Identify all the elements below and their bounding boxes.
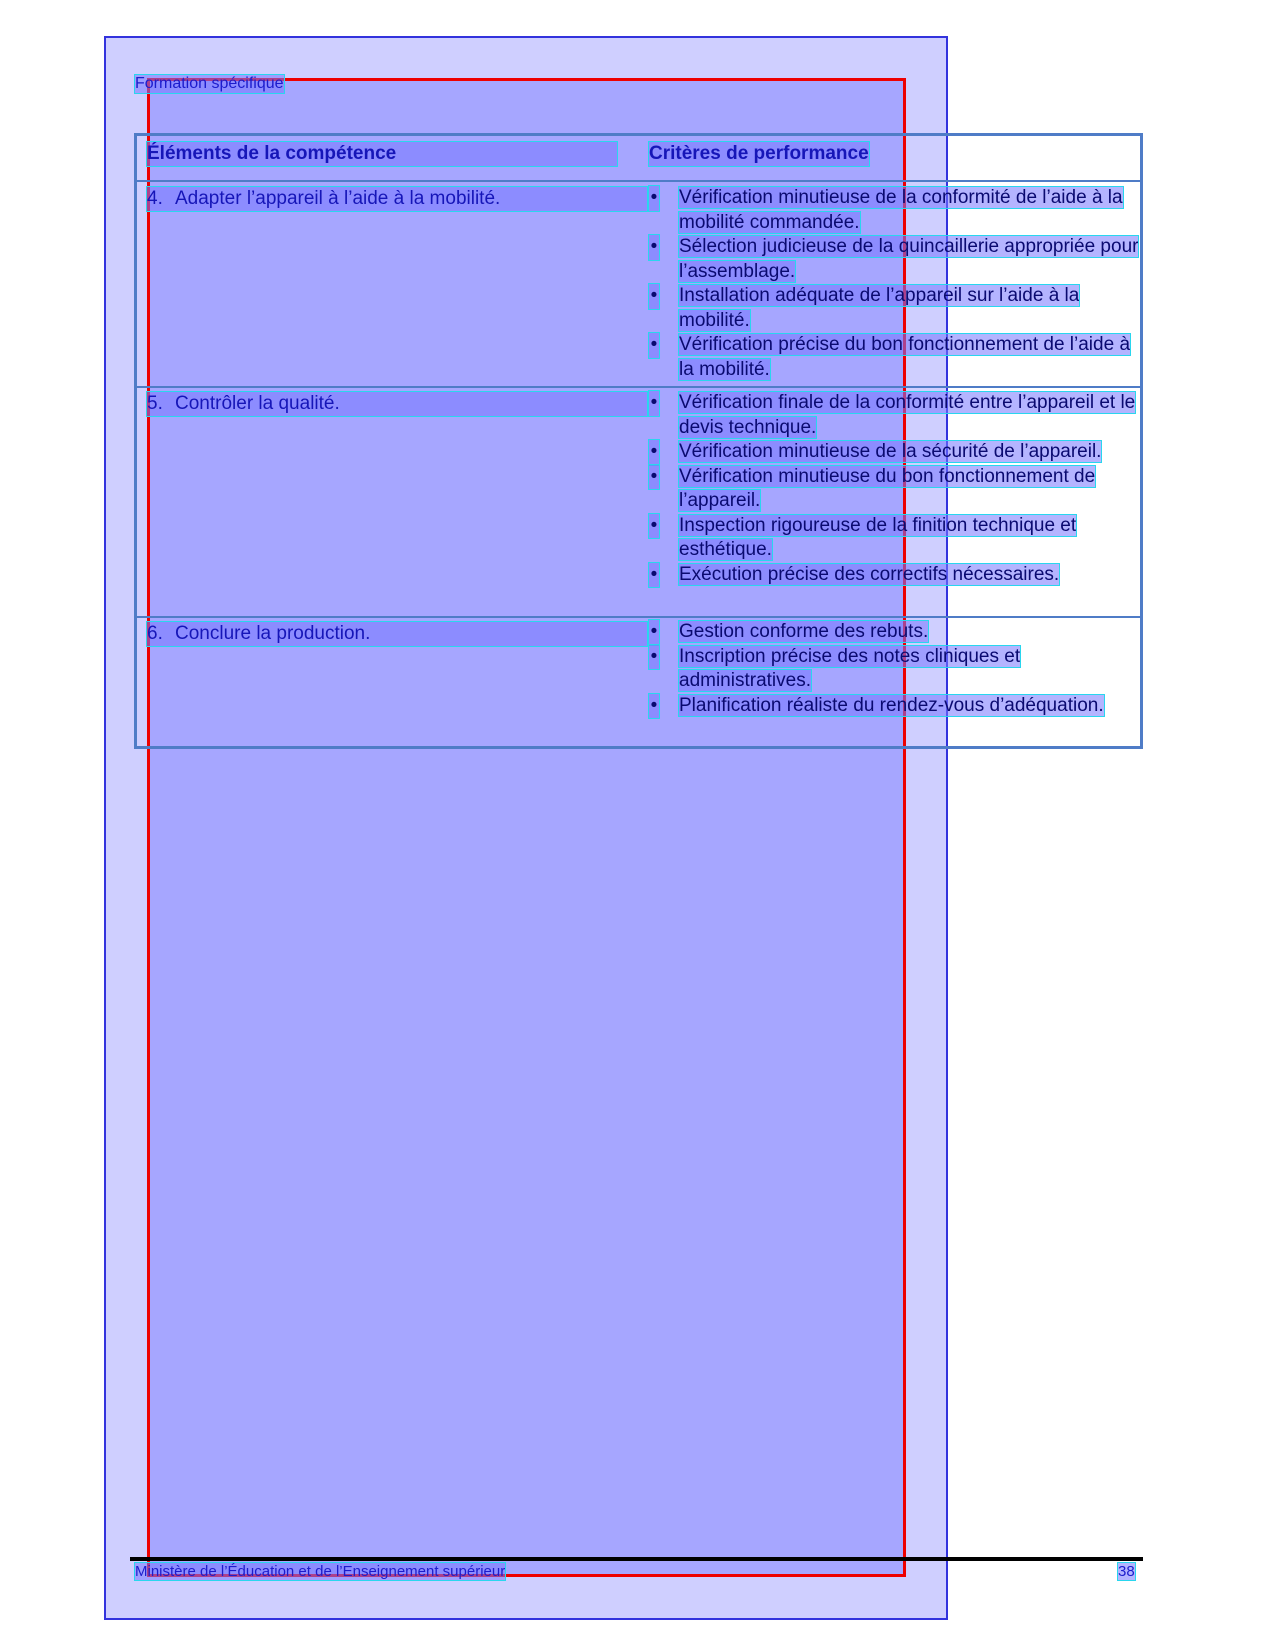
bullet-icon: • xyxy=(649,284,659,309)
criterion-item: • Inscription précise des notes cliniques et administratives. xyxy=(650,645,1021,691)
bullet-icon: • xyxy=(649,440,659,465)
criterion-item: • Sélection judicieuse de la quincaillerie appropriée pour l’assemblage. xyxy=(650,236,1139,282)
bullet-icon: • xyxy=(649,563,659,588)
element-text: Contrôler la qualité. xyxy=(175,393,340,414)
bullet-icon: • xyxy=(649,694,659,719)
criterion-item: • Inspection rigoureuse de la finition technique et esthétique. xyxy=(650,514,1077,560)
running-header: Formation spécifique xyxy=(135,75,284,92)
bullet-icon: • xyxy=(649,391,659,416)
bullet-icon: • xyxy=(649,645,659,670)
criterion-item: • Vérification minutieuse de la sécurité de l’appareil. xyxy=(649,440,1139,465)
header-divider xyxy=(137,180,1140,182)
bullet-icon: • xyxy=(649,465,659,490)
bullet-icon: • xyxy=(649,333,659,358)
criterion-item: • Gestion conforme des rebuts. xyxy=(649,620,1139,645)
criterion-item: • Vérification précise du bon fonctionnement de l’aide à la mobilité. xyxy=(650,334,1131,380)
row-divider xyxy=(137,386,1140,388)
criterion-item: • Vérification finale de la conformité entre l’appareil et le devis technique. xyxy=(650,392,1136,438)
element-text: Conclure la production. xyxy=(175,623,371,644)
criterion-item: • Installation adéquate de l’appareil sur l’aide à la mobilité. xyxy=(650,285,1080,331)
criterion-item: • Planification réaliste du rendez-vous d’adéquation. xyxy=(649,694,1139,719)
criterion-item: • Exécution précise des correctifs nécessaires. xyxy=(649,563,1139,588)
page-number: 38 xyxy=(1118,1563,1135,1580)
element-number: 6. xyxy=(147,623,163,644)
bullet-icon: • xyxy=(649,186,659,211)
bullet-icon: • xyxy=(649,620,659,645)
criteria-list-6 xyxy=(649,620,1139,718)
footer-ministry: Ministère de l’Éducation et de l’Enseignement supérieur xyxy=(135,1563,506,1580)
criterion-item: • Vérification minutieuse du bon fonctionnement de l’appareil. xyxy=(650,465,1096,511)
column-header-criteria: Critères de performance xyxy=(649,143,869,164)
element-number: 5. xyxy=(147,393,163,414)
footer-rule xyxy=(130,1557,1143,1561)
element-text: Adapter l’appareil à l’aide à la mobilité. xyxy=(175,188,501,209)
competence-table xyxy=(134,133,1143,749)
column-header-elements: Éléments de la compétence xyxy=(147,142,617,166)
criteria-list-4 xyxy=(649,186,1139,382)
element-row-5 xyxy=(147,392,647,416)
element-row-4 xyxy=(147,187,647,211)
bullet-icon: • xyxy=(649,514,659,539)
bullet-icon: • xyxy=(649,235,659,260)
row-divider xyxy=(137,616,1140,618)
criteria-list-5 xyxy=(649,391,1139,587)
element-number: 4. xyxy=(147,188,163,209)
criterion-item: • Vérification minutieuse de la conformité de l’aide à la mobilité commandée. xyxy=(650,187,1123,233)
element-row-6 xyxy=(147,622,647,646)
